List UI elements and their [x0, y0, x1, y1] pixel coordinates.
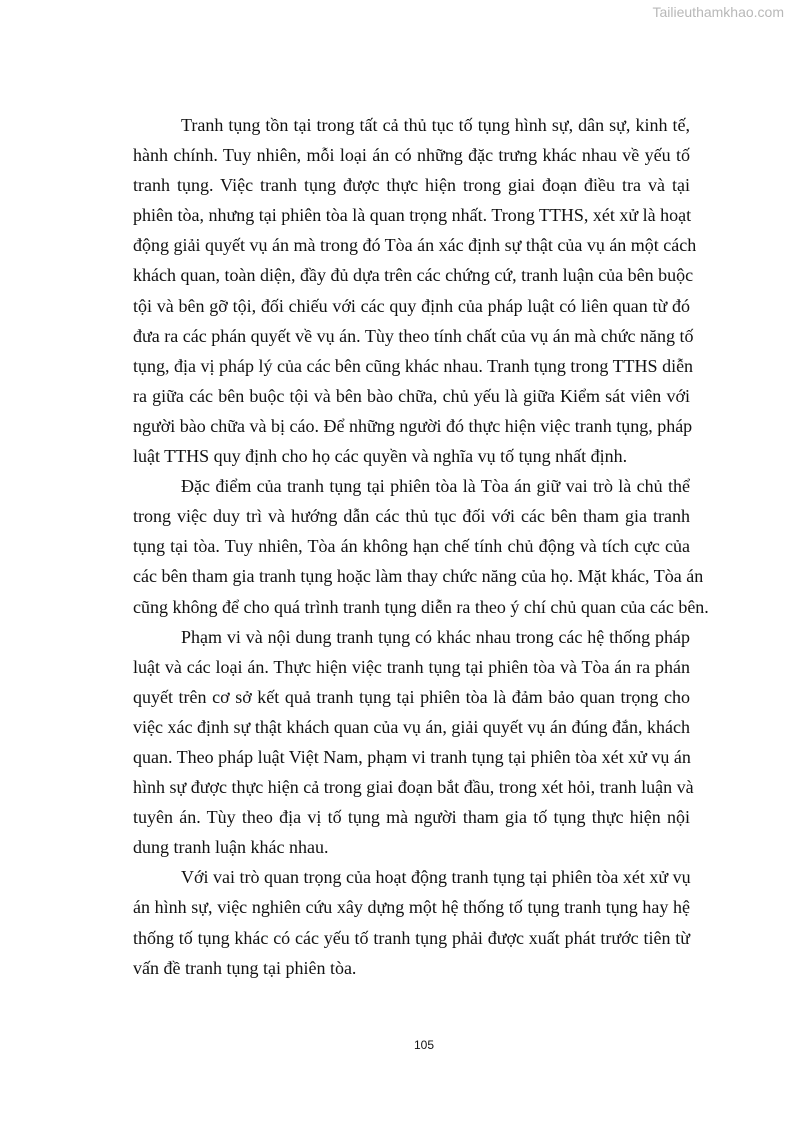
text-line: đưa ra các phán quyết về vụ án. Tùy theo tính chất của vụ án mà chức năng tố [133, 325, 694, 346]
text-line: vấn đề tranh tụng tại phiên tòa. [133, 957, 357, 978]
paragraph [133, 110, 697, 471]
text-line: thống tố tụng khác có các yếu tố tranh tụng phải được xuất phát trước tiên từ [133, 927, 690, 948]
paragraph [133, 471, 709, 621]
text-line: quan. Theo pháp luật Việt Nam, phạm vi tranh tụng tại phiên tòa xét xử vụ án [133, 746, 691, 767]
text-line: động giải quyết vụ án mà trong đó Tòa án xác định sự thật của vụ án một cách [133, 235, 697, 256]
text-line: án hình sự, việc nghiên cứu xây dựng một hệ thống tố tụng tranh tụng hay hệ [133, 897, 690, 918]
text-line: phiên tòa, nhưng tại phiên tòa là quan trọng nhất. Trong TTHS, xét xử là hoạt [133, 205, 692, 226]
paragraph [133, 862, 690, 982]
text-line: khách quan, toàn diện, đầy đủ dựa trên các chứng cứ, tranh luận của bên buộc [133, 265, 694, 286]
text-line: người bào chữa và bị cáo. Để những người đó thực hiện việc tranh tụng, pháp [133, 415, 693, 436]
text-line: ra giữa các bên buộc tội và bên bào chữa, chủ yếu là giữa Kiểm sát viên với [133, 385, 690, 406]
text-line: việc xác định sự thật khách quan của vụ án, giải quyết vụ án đúng đắn, khách [133, 716, 690, 737]
text-line: quyết trên cơ sở kết quả tranh tụng tại phiên tòa là đảm bảo quan trọng cho [133, 686, 690, 707]
text-line: Tranh tụng tồn tại trong tất cả thủ tục tố tụng hình sự, dân sự, kinh tế, [181, 115, 690, 135]
text-line: tranh tụng. Việc tranh tụng được thực hiện trong giai đoạn điều tra và tại [133, 175, 690, 196]
text-line: dung tranh luận khác nhau. [133, 837, 329, 858]
text-line: cũng không để cho quá trình tranh tụng diễn ra theo ý chí chủ quan của các bên. [133, 596, 709, 617]
paragraph [133, 622, 694, 863]
text-line: tụng tại tòa. Tuy nhiên, Tòa án không hạn chế tính chủ động và tích cực của [133, 536, 690, 557]
text-line: Phạm vi và nội dung tranh tụng có khác nhau trong các hệ thống pháp [181, 626, 690, 647]
text-line: hành chính. Tuy nhiên, mỗi loại án có những đặc trưng khác nhau về yếu tố [133, 145, 690, 166]
document-body [133, 110, 709, 983]
text-line: tuyên án. Tùy theo địa vị tố tụng mà người tham gia tố tụng thực hiện nội [133, 807, 690, 828]
text-line: Đặc điểm của tranh tụng tại phiên tòa là Tòa án giữ vai trò là chủ thể [181, 476, 690, 497]
text-line: hình sự được thực hiện cả trong giai đoạn bắt đầu, trong xét hỏi, tranh luận và [133, 777, 694, 798]
text-line: tội và bên gỡ tội, đối chiếu với các quy định của pháp luật có liên quan từ đó [133, 295, 690, 316]
text-line: luật và các loại án. Thực hiện việc tranh tụng tại phiên tòa và Tòa án ra phán [133, 656, 690, 677]
text-line: trong việc duy trì và hướng dẫn các thủ tục đối với các bên tham gia tranh [133, 506, 690, 527]
text-line: các bên tham gia tranh tụng hoặc làm thay chức năng của họ. Mặt khác, Tòa án [133, 566, 704, 587]
page-number: 105 [413, 1038, 435, 1052]
text-line: tụng, địa vị pháp lý của các bên cũng khác nhau. Tranh tụng trong TTHS diễn [133, 355, 694, 376]
text-line: Với vai trò quan trọng của hoạt động tranh tụng tại phiên tòa xét xử vụ [181, 867, 691, 888]
watermark: Tailieuthamkhao.com [652, 4, 784, 20]
text-line: luật TTHS quy định cho họ các quyền và nghĩa vụ tố tụng nhất định. [133, 446, 628, 467]
